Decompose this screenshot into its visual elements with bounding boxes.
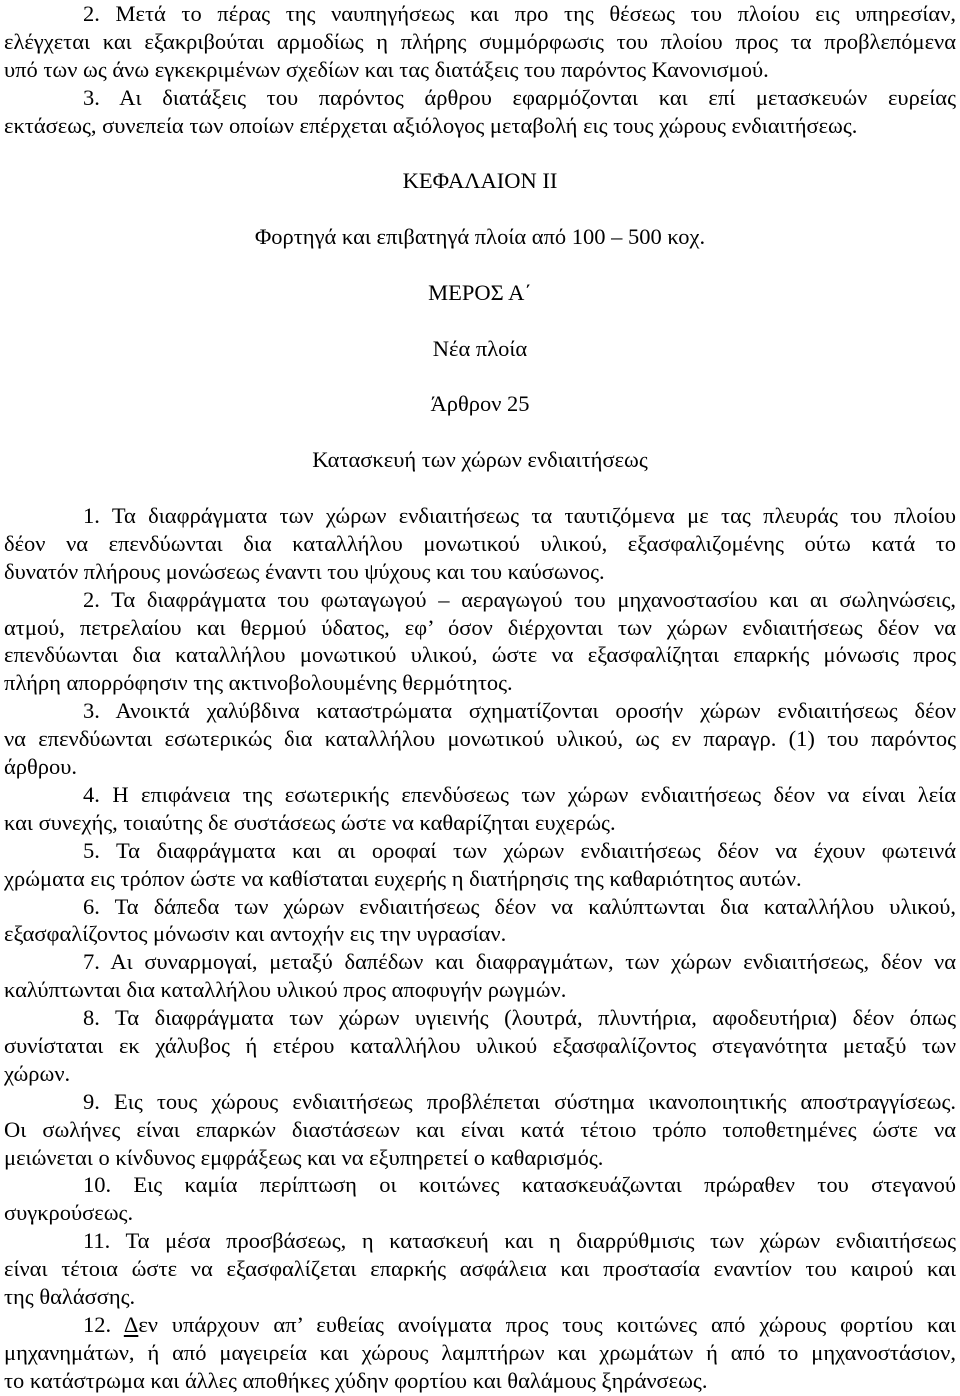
paragraph-line [4, 1311, 956, 1339]
article-heading: Άρθρον 25 [430, 391, 530, 417]
paragraph-line: δέον να επενδύωνται δια καταλλήλου μονωτικού υλικού, εξασφαλιζομένης ούτω κατά το [4, 530, 956, 556]
spacer [4, 418, 956, 446]
article-paragraph-10 [4, 1171, 956, 1227]
paragraph-line: εκτάσεως, συνεπεία των οποίων επέρχεται αξιόλογος μεταβολή εις τους χώρους ενδιαιτήσεως. [4, 112, 858, 138]
article-paragraph-8 [4, 1004, 956, 1088]
spacer [4, 307, 956, 335]
section-headings [4, 167, 956, 474]
article-paragraph-2 [4, 586, 956, 698]
part-heading: ΜΕΡΟΣ Α΄ [428, 279, 532, 305]
paragraph-line: και συνεχής, τοιαύτης δε συστάσεως ώστε να καθαρίζηται ευχερώς. [4, 809, 616, 835]
spacer [4, 363, 956, 391]
paragraph-line: 9. Εις τους χώρους ενδιαιτήσεως προβλέπεται σύστημα ικανοποιητικής αποστραγγίσεως. [83, 1088, 956, 1114]
chapter-title: Φορτηγά και επιβατηγά πλοία από 100 – 500 κοχ. [254, 224, 706, 250]
paragraph-line: χρώματα εις τρόπον ώστε να καθίσταται ευχερής η διατήρησις της καθαριότητος αυτών. [4, 865, 802, 891]
paragraph-line: δυνατόν πλήρους μονώσεως έναντι του ψύχους και του καύσωνος. [4, 558, 605, 584]
article-paragraph-3 [4, 697, 956, 781]
paragraph-line: 10. Εις καμία περίπτωση οι κοιτώνες κατασκευάζωνται πρώραθεν του στεγανού [83, 1172, 956, 1198]
paragraph-line: 5. Τα διαφράγματα και αι οροφαί των χώρων ενδιαιτήσεως δέον να έχουν φωτεινά [83, 837, 956, 863]
paragraph-line: 7. Αι συναρμογαί, μεταξύ δαπέδων και διαφραγμάτων, των χώρων ενδιαιτήσεως, δέον να [83, 949, 956, 975]
paragraph-line: 6. Τα δάπεδα των χώρων ενδιαιτήσεως δέον να καλύπτωνται δια καταλλήλου υλικού, [83, 893, 956, 919]
text-segment: εν υπάρχουν απ’ ευθείας ανοίγματα προς τους κοιτώνες από χώρους φορτίου και [138, 1311, 956, 1337]
paragraph-line: 2. Τα διαφράγματα του φωταγωγού – αεραγωγού του μηχανοστασίου και αι σωληνώσεις, [83, 586, 956, 612]
paragraph-line: Οι σωλήνες είναι επαρκών διαστάσεων και είναι κατά τέτοιο τρόπο τοποθετημένες ώστε να [4, 1116, 956, 1142]
article-paragraph-12 [4, 1311, 956, 1395]
part-title: Νέα πλοία [432, 335, 528, 361]
preceding-article-paragraph-3 [4, 84, 956, 140]
spacer [4, 474, 956, 502]
paragraph-line: 3. Αι διατάξεις του παρόντος άρθρου εφαρμόζονται και επί μετασκευών ευρείας [83, 84, 956, 110]
chapter-heading: ΚΕΦΑΛΑΙΟΝ ΙΙ [402, 168, 558, 194]
paragraph-line: 8. Τα διαφράγματα των χώρων υγιεινής (λουτρά, πλυντήρια, αφοδευτήρια) δέον όπως [83, 1005, 956, 1031]
paragraph-line: άρθρου. [4, 754, 78, 780]
article-paragraph-4 [4, 781, 956, 837]
spacer [4, 195, 956, 223]
article-paragraph-1 [4, 502, 956, 586]
paragraph-line: το κατάστρωμα και άλλες αποθήκες χύδην φορτίου και θαλάμους ξηράνσεως. [4, 1367, 708, 1393]
paragraph-line: 3. Ανοικτά χαλύβδινα καταστρώματα σχηματίζονται οροσήν χώρων ενδιαιτήσεως δέον [83, 698, 956, 724]
paragraph-line: καλύπτωνται δια καταλλήλου υλικού προς αποφυγήν ρωγμών. [4, 977, 567, 1003]
preceding-article-paragraph-2 [4, 0, 956, 84]
article-paragraph-7 [4, 948, 956, 1004]
paragraph-line: επενδύωνται δια καταλλήλου μονωτικού υλικού, ώστε να εξασφαλίζηται επαρκής μόνωσις προς [4, 642, 956, 668]
paragraph-line: 4. Η επιφάνεια της εσωτερικής επενδύσεως των χώρων ενδιαιτήσεως δέον να είναι λεία [83, 781, 956, 807]
article-paragraph-6 [4, 893, 956, 949]
paragraph-line: ελέγχεται και εξακριβούται αρμοδίως η πλήρης συμμόρφωσις του πλοίου προς τα προβλεπόμενα [4, 28, 956, 54]
paragraph-line: είναι τέτοια ώστε να εξασφαλίζεται επαρκής ασφάλεια και προστασία εναντίον του καιρού και [4, 1256, 956, 1282]
paragraph-line: της θαλάσσης. [4, 1283, 136, 1309]
paragraph-line: συνίσταται εκ χάλυβος ή ετέρου καταλλήλου υλικού εξασφαλίζοντος στεγανότητα μεταξύ των [4, 1032, 956, 1058]
spacer [4, 251, 956, 279]
article-title: Κατασκευή των χώρων ενδιαιτήσεως [312, 447, 648, 473]
article-body [4, 502, 956, 1395]
paragraph-line: 1. Τα διαφράγματα των χώρων ενδιαιτήσεως τα ταυτιζόμενα με τας πλευράς του πλοίου [83, 503, 956, 529]
paragraph-line: να επενδύωνται εσωτερικώς δια καταλλήλου μονωτικού υλικού, ως εν παραγρ. (1) του παρόντος [4, 726, 956, 752]
paragraph-line: μηχανημάτων, ή από μαγειρεία και χώρους λαμπτήρων και χρωμάτων ή από το μηχανοστάσιον, [4, 1339, 956, 1365]
paragraph-line: μειώνεται ο κίνδυνος εμφράξεως και να εξυπηρετεί ο καθαρισμός. [4, 1144, 604, 1170]
paragraph-line: υπό των ως άνω εγκεκριμένων σχεδίων και τας διατάξεις του παρόντος Κανονισμού. [4, 56, 769, 82]
text-segment: 12. [83, 1311, 124, 1337]
preceding-article-text [4, 0, 956, 139]
paragraph-line: χώρων. [4, 1060, 71, 1086]
article-paragraph-5 [4, 837, 956, 893]
paragraph-line: ατμού, πετρελαίου και θερμού ύδατος, εφ’ όσον διέρχονται των χώρων ενδιαιτήσεως δέον να [4, 614, 956, 640]
paragraph-line: πλήρη απορρόφησιν της ακτινοβολουμένης θερμότητος. [4, 670, 513, 696]
spacer [4, 139, 956, 167]
paragraph-line: 2. Μετά το πέρας της ναυπηγήσεως και προ της θέσεως του πλοίου εις υπηρεσίαν, [83, 1, 956, 26]
article-paragraph-9 [4, 1088, 956, 1172]
underlined-text: Δ [123, 1311, 139, 1337]
article-paragraph-11 [4, 1227, 956, 1311]
paragraph-line: 11. Τα μέσα προσβάσεως, η κατασκευή και η διαρρύθμισις των χώρων ενδιαιτήσεως [83, 1228, 956, 1254]
paragraph-line: εξασφαλίζοντος μόνωσιν και αντοχήν εις την υγρασίαν. [4, 921, 507, 947]
paragraph-line: συγκρούσεως. [4, 1200, 134, 1226]
